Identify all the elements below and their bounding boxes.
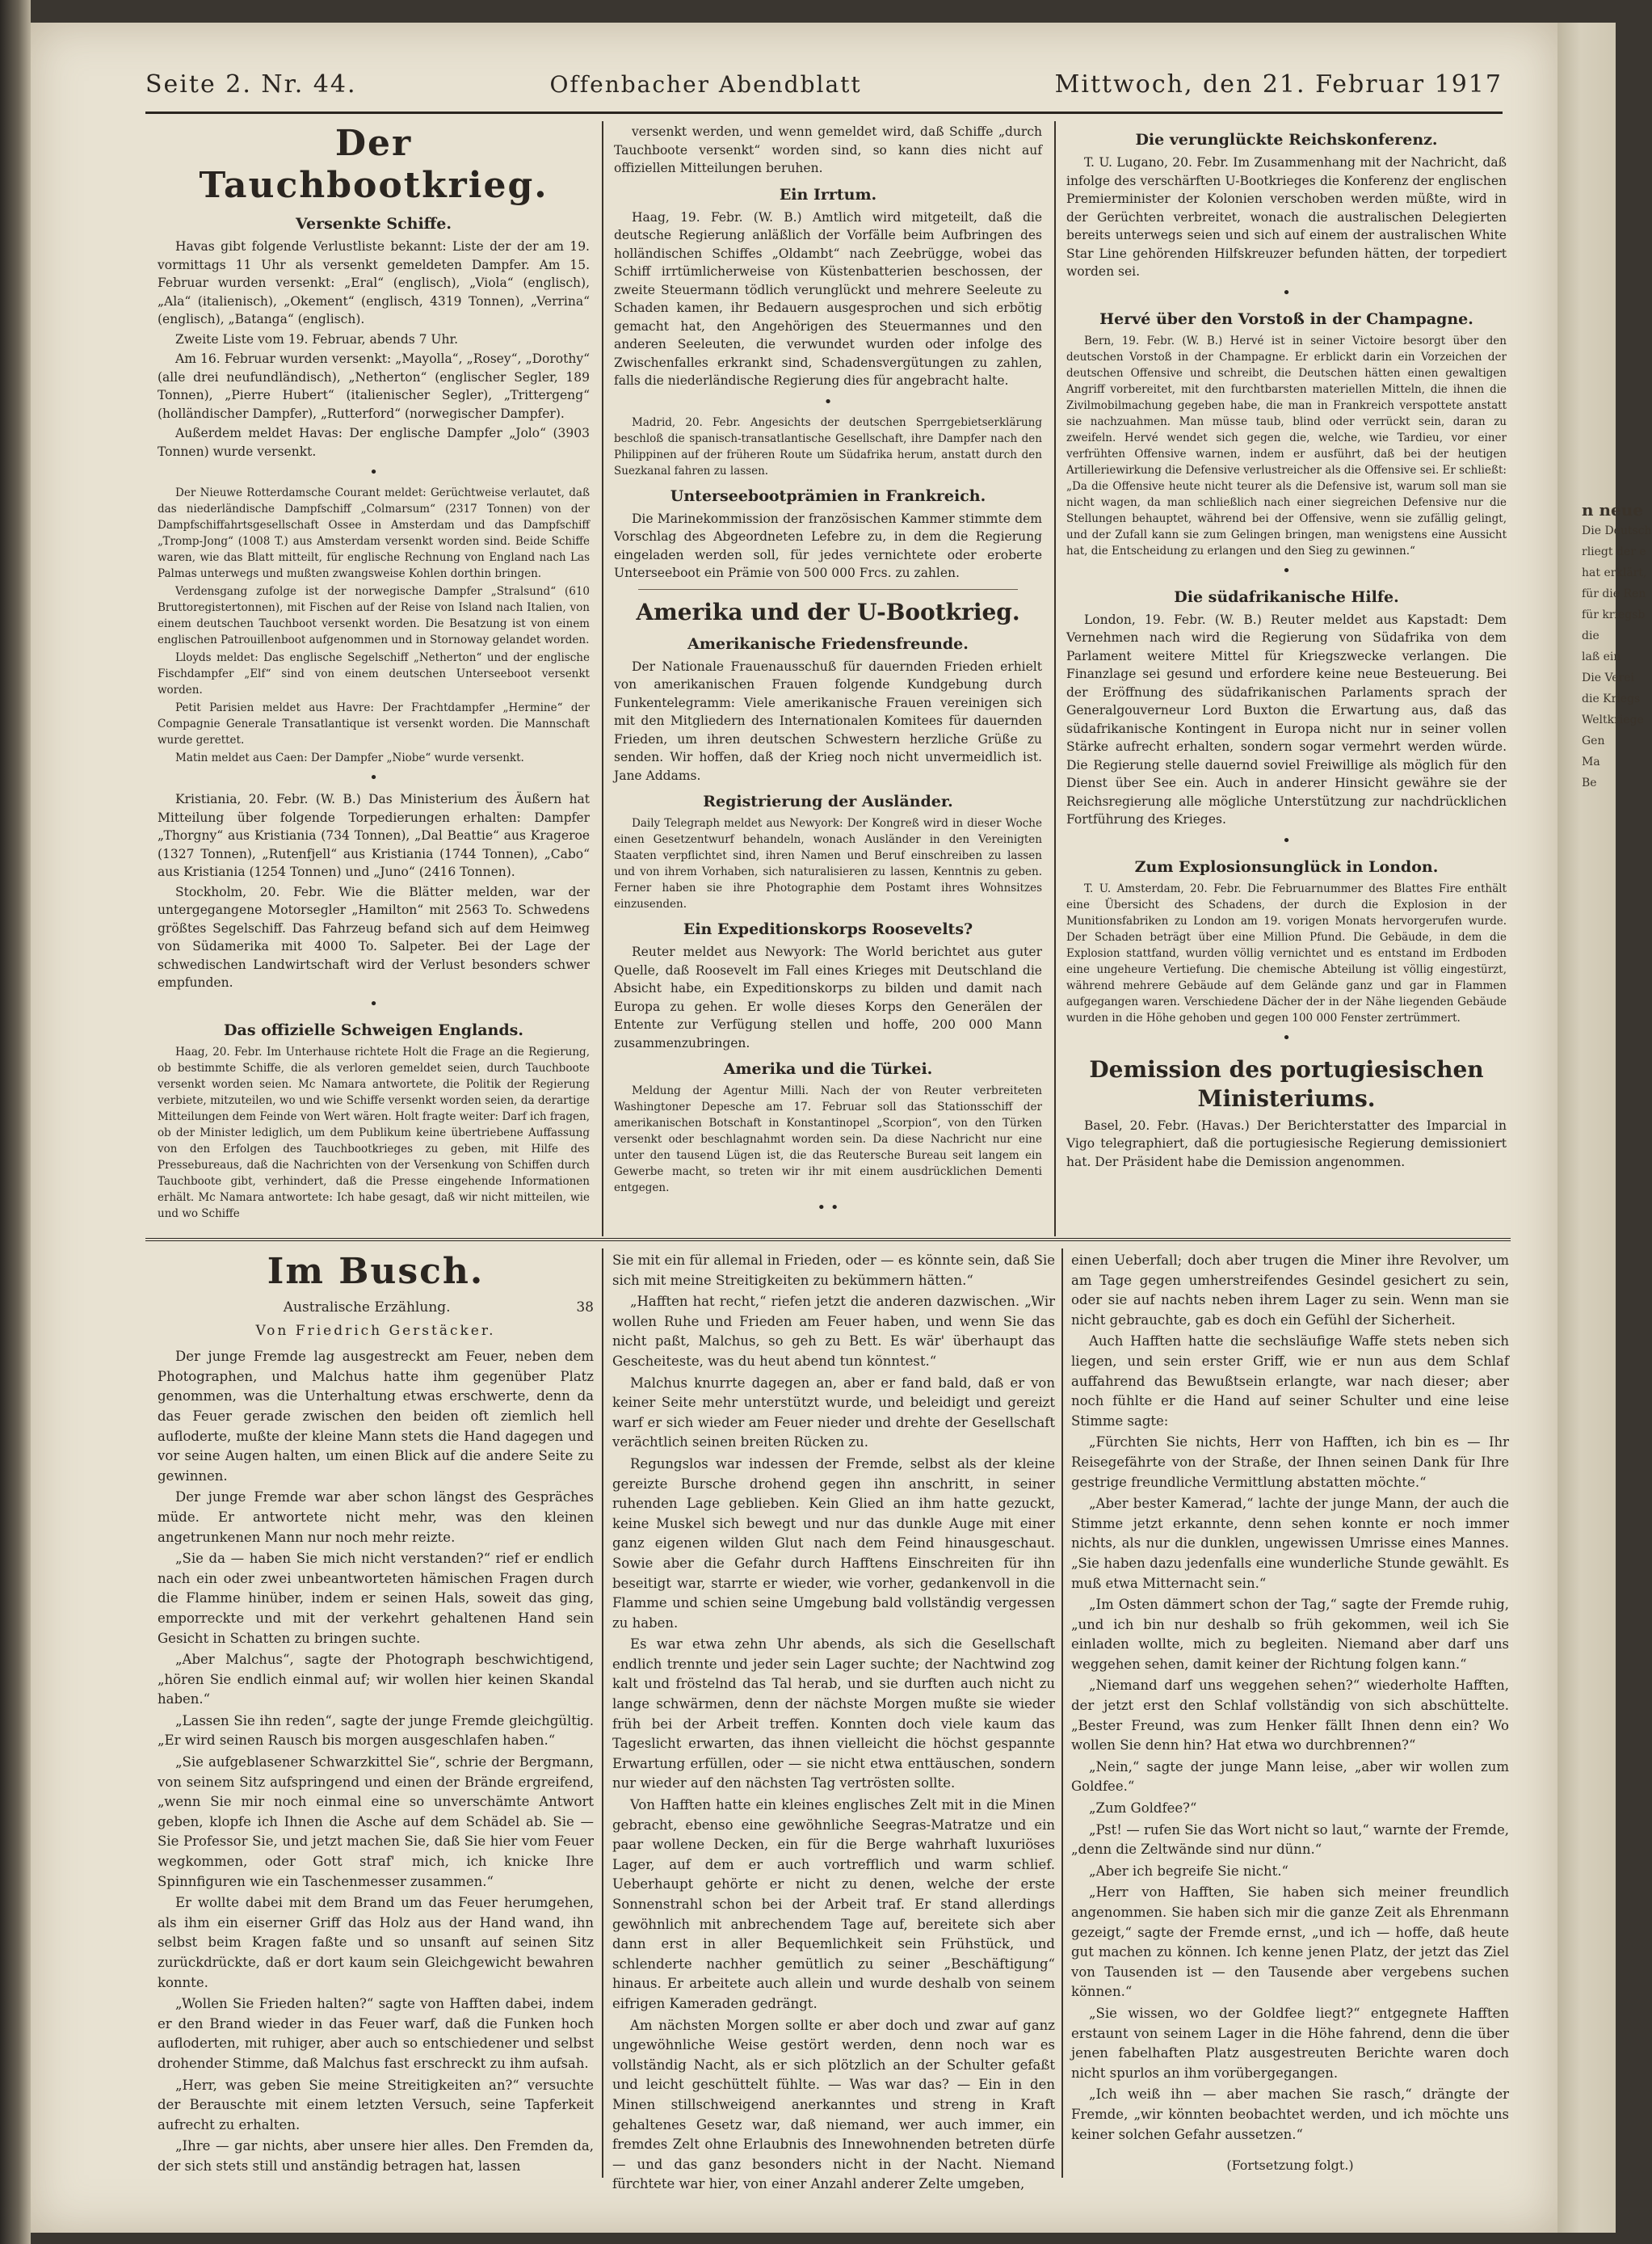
section-rule [145,1238,1511,1241]
edge-text: Weltkriege [1582,714,1644,726]
separator-dot: • [1282,1029,1291,1046]
subheading: Amerikanische Friedensfreunde. [687,634,969,653]
separator-dot: • [1282,832,1291,849]
story-column-1 [158,1251,594,2180]
paragraph: Verdensgang zufolge ist der norwegische Dampfer „Stralsund“ (610 Bruttoregistertonnen), mit Fischen auf der Reise von Island nach Italien, von einem deutschen Tauchboot versenkt worden. Die Besatzung ist von einem englischen Patrouillenboot aufgenommen und in Stornoway gelandet worden. [158,585,590,646]
paragraph: „Sie da — haben Sie mich nicht verstanden?“ rief er endlich nach ein oder zwei unbeantworteten hämischen Fragen durch die Flamme hinüber, indem er seinen Hals, soweit das ging, emporreckte und mit der verkehrt gehaltenen Hand sein Gesicht in Schatten zu bringen suchte. [158,1551,594,1646]
edge-text: hat erklärt, [1582,566,1647,579]
story-title: Im Busch. [267,1251,485,1292]
column-rule [1061,1248,1063,2178]
paragraph: Am nächsten Morgen sollte er aber doch und zwar auf ganz ungewöhnliche Weise gestört werden, denn noch war es vollständig Nacht, als er sich plötzlich an der Schulter gefaßt und leicht geschüttelt fühlte. — Was war das? — Ein in den Minen stillschweigend anerkanntes und streng in Kraft gehaltenes Gesetz war, daß niemand, wer auch immer, ein fremdes Zelt ohne Erlaubnis des Innewohnenden betreten dürfe — und das ganz besonders nicht in der Nacht. Niemand fürchtete war hier, von einer Anzahl anderer Zelte umgeben, [612,2017,1055,2192]
paragraph: Auch Hafften hatte die sechsläufige Waffe stets neben sich liegen, und sein erster Griff, wie er nun aus dem Schlaf auffahrend das Bewußtsein erlangte, war nach dieser; aber noch fühlte er die Hand auf seiner Schulter und eine leise Stimme sagte: [1071,1333,1509,1429]
paragraph: Sie mit ein für allemal in Frieden, oder — es könnte sein, daß Sie sich mit meine Streitigkeiten zu bekümmern hätten.“ [612,1253,1055,1288]
headline-tauchbootkrieg: Der Tauchbootkrieg. [199,123,549,206]
headline-amerika: Amerika und der U-Bootkrieg. [636,598,1020,625]
edge-text: die Kriegs [1582,693,1641,705]
column-rule [602,121,603,1236]
separator-dot: • [369,464,378,481]
subheading: Das offizielle Schweigen Englands. [224,1021,523,1039]
story-subtitle-row [158,1298,594,1318]
column-rule [1054,121,1056,1236]
paragraph: „Fürchten Sie nichts, Herr von Hafften, ich bin es — Ihr Reisegefährte von der Straße, der Ihnen seinen Dank für Ihre gestrige freundliche Vermittlung abstatten möchte.“ [1071,1434,1509,1490]
paragraph: Von Hafften hatte ein kleines englisches Zelt mit in die Minen gebracht, ebenso eine gewöhnliche Seegras-Matratze und ein paar wollene Decken, ein für die Berge wahrhaft luxuriöses Lager, auf dem er auch vortrefflich und warm schlief. Ueberhaupt gehörte er nicht zu denen, welche der erste Sonnenstrahl schon bei der Arbeit traf. Er stand allerdings gewöhnlich mit anbrechendem Tage auf, bereitete sich aber dann erst in aller Bequemlichkeit sein Frühstück, und schlenderte nachher gemütlich zu seiner „Beschäftigung“ hinaus. Er arbeitete auch allein und wurde deshalb von seinem eifrigen Kameraden gedrängt. [612,1797,1055,2011]
masthead: Offenbacher Abendblatt [549,70,862,98]
paragraph: „Ihre — gar nichts, aber unsere hier alles. Den Fremden da, der sich stets still und anständig betragen hat, lassen [158,2138,594,2174]
edge-text: die [1582,629,1599,642]
subheading: Amerika und die Türkei. [723,1060,933,1078]
subheading: Zum Explosionsunglück in London. [1134,857,1439,876]
paragraph: einen Ueberfall; doch aber trugen die Miner ihre Revolver, um am Tage gegen umherstreifendes Gesindel gesichert zu sein, oder sie auf nachts neben ihrem Lager zu sein. Wenn man sie nicht gebrauchte, gab es doch ein Gefühl der Sicherheit. [1071,1253,1509,1328]
paragraph: Havas gibt folgende Verlustliste bekannt: Liste der der am 19. vormittags 11 Uhr als versenkt gemeldeten Dampfer. Am 15. Februar wurden versenkt: „Eral“ (englisch), „Viola“ (englisch), „Ala“ (italienisch), „Okement“ (englisch, 4319 Tonnen), „Verrina“ (englisch), „Batanga“ (englisch). [158,239,590,326]
separator-dot: • [1282,284,1291,301]
edge-text: n neue [1582,500,1644,520]
adjacent-page-edge [1557,23,1652,2233]
edge-text: rliegt der e [1582,545,1646,558]
paragraph: versenkt werden, und wenn gemeldet wird, daß Schiffe „durch Tauchboote versenkt“ worden sind, so kann dies nicht auf offiziellen Mitteilungen beruhen. [614,124,1042,175]
column-2 [614,123,1042,1230]
paragraph: Petit Parisien meldet aus Havre: Der Frachtdampfer „Hermine“ der Compagnie Generale Transatlantique ist versenkt worden. Die Mannschaft wurde gerettet. [158,701,590,747]
paragraph: Regungslos war indessen der Fremde, selbst als der kleine gereizte Bursche drohend gegen ihn anschritt, in seiner ruhenden Lage geblieben. Kein Glied an ihm hatte gezuckt, keine Muskel sich bewegt und nur das dunkle Auge mit einer ganz eigenen wilden Glut nach dem Feind hinausgeschaut. Sowie aber die Gefahr durch Hafftens Einschreiten für ihn beseitigt war, starrte er wieder, wie vorher, gedankenvoll in die Flamme und schien seine Umgebung bald vollständig vergessen zu haben. [612,1455,1055,1631]
subheading: Ein Irrtum. [779,185,877,204]
paragraph: Es war etwa zehn Uhr abends, als sich die Gesellschaft endlich trennte und jeder sein Lager suchte; der Nachtwind zog kalt und fröstelnd das Tal herab, und sie durften auch nicht zu lange schwärmen, denn der nächste Morgen mußte sie wieder früh bei der Arbeit treffen. Konnten doch viele kaum das Tageslicht erwarten, das ihnen vielleicht die höchst gespannte Erwartung erfüllen, oder — sie nicht etwa enttäuschen, sondern nur wieder auf den nächsten Tag vertrösten sollte. [612,1636,1055,1791]
paragraph: Basel, 20. Febr. (Havas.) Der Berichterstatter des Imparcial in Vigo telegraphiert, daß die portugiesische Regierung demissioniert hat. Der Präsident habe die Demission angenommen. [1066,1118,1507,1169]
paragraph: Der junge Fremde war aber schon längst des Gespräches müde. Er antwortete nicht mehr, was den kleinen angetrunkenen Mann nur noch mehr reizte. [158,1489,594,1545]
issue-date: Mittwoch, den 21. Februar 1917 [1054,69,1503,99]
edge-text: Die Verei [1582,672,1635,684]
paragraph: Malchus knurrte dagegen an, aber er fand bald, daß er von keiner Seite mehr unterstützt wurde, und beleidigt und gereizt warf er sich wieder am Feuer nieder und drehte der Gesellschaft verächtlich seinen breiten Rücken zu. [612,1375,1055,1450]
paragraph: „Hafften hat recht,“ riefen jetzt die anderen dazwischen. „Wir wollen Ruhe und Frieden am Feuer haben, und wenn Sie das nicht paßt, Malchus, so geh zu Bett. Es wär' überhaupt das Gescheiteste, was du heut abend tun könntest.“ [612,1294,1055,1369]
paragraph: Haag, 19. Febr. (W. B.) Amtlich wird mitgeteilt, daß die deutsche Regierung anläßlich der Vorfälle beim Aufbringen des holländischen Schiffes „Oldambt“ nach Zeebrügge, wobei das Schiff irrtümlicherweise von Küstenbatterien beschossen, der zweite Steuermann tödlich verunglückt und mehrere Seeleute zu Schaden kamen, ihr Bedauern ausgesprochen und sich erbötig gemacht hat, den Angehörigen des Steuermannes und den anderen Seeleuten, die verwundet wurden oder infolge des Zwischenfalles erkrankt sind, Schadensvergütungen zu zahlen, falls die niederländische Regierung dies für angebracht halte. [614,209,1042,388]
paragraph: „Niemand darf uns weggehen sehen?“ wiederholte Hafften, der jetzt erst den Schlaf vollständig von sich abschüttelte. „Bester Freund, was zum Henker fällt Ihnen denn ein? Wo wollen Sie denn hin? Hat etwa wo durchbrennen?“ [1071,1678,1509,1754]
paragraph: Haag, 20. Febr. Im Unterhause richtete Holt die Frage an die Regierung, ob bestimmte Schiffe, die als verloren gemeldet seien, durch Tauchboote versenkt worden seien. Mc Namara antwortete, die Politik der Regierung verbiete, mitzuteilen, wo und wie Schiffe versenkt worden seien, da derartige Mitteilungen dem Feinde von Wert wären. Holt fragte weiter: Darf ich fragen, ob der Minister lediglich, um dem Publikum keine übertriebene Auffassung von den Erfolgen des Tauchbootkrieges zu geben, mit Hilfe des Pressebureaus, daß die Nachrichten von der Versenkung von Schiffen durch Tauchboote gibt, verhindert, daß die Presse eingehende Informationen erhält. Mc Namara antwortete: Ich habe gesagt, daß wir nicht mitteilen, wie und wo Schiffe [158,1045,590,1220]
subheading: Ein Expeditionskorps Roosevelts? [683,920,973,938]
paragraph: London, 19. Febr. (W. B.) Reuter meldet aus Kapstadt: Dem Vernehmen nach wird die Regierung von Südafrika von dem Parlament weitere Mittel für Kriegszwecke verlangen. Die Finanzlage sei gesund und erfordere keine neue Besteuerung. Bei der Eröffnung des südafrikanischen Parlaments sprach der Generalgouverneur Lord Buxton die Erwartung aus, daß das südafrikanische Kontingent in Europa nicht nur in seiner vollen Stärke aufrecht erhalten, sondern sogar vermehrt werden würde. Die Regierung stelle dauernd soviel Freiwillige als möglich für den Dienst über See ein. Auch in anderer Hinsicht gewähre sie der Reichsregierung alle mögliche Unterstützung zur nachdrücklichen Fortführung des Krieges. [1066,612,1507,827]
paragraph: Reuter meldet aus Newyork: The World berichtet aus guter Quelle, daß Roosevelt im Fall eines Krieges mit Deutschland die Absicht habe, ein Expeditionskorps zu bilden und damit nach Europa zu gehen. Er wolle dieses Korps den Generälen der Entente zur Verfügung stellen und hoffe, 200 000 Mann zusammenzubringen. [614,945,1042,1050]
continuation-note: (Fortsetzung folgt.) [1226,2158,1354,2174]
story-column-2 [612,1251,1055,2192]
paragraph: Die Marinekommission der französischen Kammer stimmte dem Vorschlag des Abgeordneten Lefebre zu, in dem die Regierung eingeladen werden soll, für jedes vernichtete oder eroberte Unterseeboot ein Prämie von 500 000 Frcs. zu zahlen. [614,511,1042,580]
separator-dot: • • [817,1199,839,1216]
subheading: Unterseebootprämien in Frankreich. [670,486,986,505]
story-subtitle: Australische Erzählung. [283,1299,451,1316]
paragraph: „Nein,“ sagte der junge Mann leise, „aber wir wollen zum Goldfee.“ [1071,1758,1509,1795]
divider [638,589,1018,590]
paragraph: „Herr, was geben Sie meine Streitigkeiten an?“ versuchte der Berauschte mit einem letzten Versuch, seine Tapferkeit aufrecht zu erhalten. [158,2077,594,2132]
paragraph: Außerdem meldet Havas: Der englische Dampfer „Jolo“ (3903 Tonnen) wurde versenkt. [158,426,590,459]
paragraph: „Pst! — rufen Sie das Wort nicht so laut,“ warnte der Fremde, „denn die Zeltwände sind nur dünn.“ [1071,1821,1509,1858]
paragraph: Matin meldet aus Caen: Der Dampfer „Niobe“ wurde versenkt. [175,752,524,764]
paragraph: Lloyds meldet: Das englische Segelschiff „Netherton“ und der englische Fischdampfer „Elf“ sind von einem deutschen Unterseeboot versenkt worden. [158,651,590,697]
paragraph: Am 16. Februar wurden versenkt: „Mayolla“, „Rosey“, „Dorothy“ (alle drei neufundländisch), „Netherton“ (englischer Segler, 189 Tonnen), „Pierre Hubert“ (italienischer Segler), „Trittergeng“ (holländischer Dampfer), „Rutterford“ (norwegischer Dampfer). [158,352,590,421]
headline-demission: Demission des portugiesischen Ministeriums. [1089,1055,1484,1112]
paragraph: „Sie aufgeblasener Schwarzkittel Sie“, schrie der Bergmann, von seinem Sitz aufspringend und einen der Brände ergreifend, „wenn Sie mir noch einmal eine so unverschämte Antwort geben, klopfe ich Ihnen die Asche auf dem Schädel ab. Sie — Sie Professor Sie, und jetzt machen Sie, daß Sie hier vom Feuer wegkommen, oder Gott straf' mich, ich knicke Ihre Spinnfiguren wie ein Taschenmesser zusammen.“ [158,1754,594,1889]
page-number: Seite 2. Nr. 44. [145,69,357,99]
edge-text: Be [1582,777,1597,789]
edge-text: Ma [1582,756,1600,768]
separator-dot: • [369,995,378,1013]
paragraph: Daily Telegraph meldet aus Newyork: Der Kongreß wird in dieser Woche einen Gesetzentwurf behandeln, wonach Ausländer in den Vereinigten Staaten verpflichtet sind, ihren Namen und Beruf einschreiben zu lassen und von ihrem Vorhaben, sich naturalisieren zu lassen, Kenntnis zu geben. Ferner haben sie ihre Photographie dem Postamt ihres Wohnsitzes einzusenden. [614,817,1042,911]
subheading: Die verunglückte Reichskonferenz. [1135,131,1438,149]
edge-text: für die Ren [1582,587,1646,600]
column-3 [1066,123,1507,1230]
page-header [145,61,1503,107]
column-1 [158,123,590,1230]
paragraph: „Lassen Sie ihn reden“, sagte der junge Fremde gleichgültig. „Er wird seinen Rausch bis morgen ausgeschlafen haben.“ [158,1712,594,1749]
paragraph: Meldung der Agentur Milli. Nach der von Reuter verbreiteten Washingtoner Depesche am 17. Februar soll das Stationsschiff der amerikanischen Botschaft in Konstantinopel „Scorpion“, von den Türken versenkt oder beschlagnahmt worden sein. Da diese Nachricht nur eine unter den tausend Lügen ist, die das Reutersche Bureau seit langem ein Gewerbe macht, so treten wir ihr mit einem ausdrücklichen Dementi entgegen. [614,1084,1042,1194]
paragraph: Er wollte dabei mit dem Brand um das Feuer herumgehen, als ihm ein eiserner Griff das Holz aus der Hand wand, ihn selbst beim Kragen faßte und so unsanft auf seinen Sitz zurückdrückte, daß er dort kaum sein Gleichgewicht bewahren konnte. [158,1895,594,1990]
edge-text: Gen [1582,735,1605,747]
paragraph: T. U. Amsterdam, 20. Febr. Die Februarnummer des Blattes Fire enthält eine Übersicht des Schadens, der durch die Explosion in der Munitionsfabriken zu London am 19. vorigen Monats hervorgerufen wurde. Der Schaden beträgt über eine Million Pfund. Die Gebäude, in dem die Explosion stattfand, wurden völlig vernichtet und es entstand im Erdboden eine ungeheure Vertiefung. Die chemische Abteilung ist völlig eingestürzt, während mehrere Gebäude auf dem Gelände ganz und gar in Flammen aufgegangen waren. Verschiedene Dächer der in der Nähe liegenden Gebäude wurden in die Höhe gehoben und gegen 100 000 Fenster zertrümmert. [1066,882,1507,1025]
paragraph: Der Nieuwe Rotterdamsche Courant meldet: Gerüchtweise verlautet, daß das niederländische Dampfschiff „Colmarsum“ (2317 Tonnen) von der Dampfschiffahrtsgesellschaft Ossee in Amsterdam und das Dampfschiff „Tromp-Jong“ (1008 T.) aus Amsterdam versenkt worden sind. Beide Schiffe waren, wie das Blatt mitteilt, für englische Rechnung von England nach Las Palmas unterwegs und mußten zwangsweise Kohlen dorthin bringen. [158,486,590,580]
paragraph: „Zum Goldfee?“ [1089,1800,1197,1817]
paragraph: T. U. Lugano, 20. Febr. Im Zusammenhang mit der Nachricht, daß infolge des verschärften U-Bootkrieges die Konferenz der englischen Premierminister der Kolonien verschoben werden müßte, wird in der Gerüchten verbreitet, wonach die australischen Delegierten bereits unterwegs seien und sich auf einem der australischen White Star Line gehörenden Hilfskreuzer befunden hätten, der torpediert worden sei. [1066,155,1507,279]
edge-text: laß ein [1582,650,1621,663]
paragraph: „Ich weiß ihn — aber machen Sie rasch,“ drängte der Fremde, „wir könnten beobachtet werden, und ich möchte uns keiner solchen Gefahr aussetzen.“ [1071,2086,1509,2142]
paragraph: Kristiania, 20. Febr. (W. B.) Das Ministerium des Äußern hat Mitteilung über folgende Torpedierungen erhalten: Dampfer „Thorgny“ aus Kristiania (734 Tonnen), „Dal Beattie“ aus Krageroe (1327 Tonnen), „Rutenfjell“ aus Kristiania (1744 Tonnen), „Cabo“ aus Kristiania (1254 Tonnen) und „Juno“ (2416 Tonnen). [158,792,590,879]
subheading: Registrierung der Ausländer. [703,793,953,810]
paragraph: Bern, 19. Febr. (W. B.) Hervé ist in seiner Victoire besorgt über den deutschen Vorstoß in der Champagne. Er erblickt darin ein Vorzeichen der deutschen Offensive und schreibt, die Deutschen hätten einen gewaltigen Angriff vorbereitet, mit den furchtbarsten materiellen Mitteln, die ihnen die Zivilmobilmachung gegeben habe, die man in Frankreich verspottete anstatt sie nachzuahmen. Man müsse taub, blind oder verrückt sein, daran zu zweifeln. Hervé wendet sich gegen die, welche, wie Tardieu, vor einer verfrühten Offensive warnen, indem er ausführt, daß bei der heutigen Artilleriewirkung die Defensive verlustreicher als die Offensive sei. Er schließt: „Da die Offensive heute nicht teurer als die Defensive ist, warum soll man sie nicht wagen, da man schließlich nach einer siegreichen Defensive nur die Stellungen behauptet, während bei der Offensive, wenn sie zufällig gelingt, und der Zufall kann sie zum Gelingen bringen, man wenigstens eine Aussicht hat, die Entscheidung zu erlangen und den Sieg zu gewinnen.“ [1066,334,1507,558]
header-rule [145,112,1503,114]
column-rule [602,1248,603,2178]
subheading: Versenkte Schiffe. [296,215,452,233]
paragraph: „Aber ich begreife Sie nicht.“ [1089,1863,1288,1879]
paragraph: „Im Osten dämmert schon der Tag,“ sagte der Fremde ruhig, „und ich bin nur deshalb so früh gekommen, weil ich Sie einladen wollte, mich zu begleiten. Niemand aber darf uns weggehen sehen, damit keiner der Richtung folgen kann.“ [1071,1597,1509,1672]
book-binding [0,0,31,2244]
separator-dot: • [1282,562,1291,579]
paragraph: Der junge Fremde lag ausgestreckt am Feuer, neben dem Photographen, und Malchus hatte ihm gegenüber Platz genommen, was die Unterhaltung etwas erschwerte, denn da das Feuer gerade zwischen den beiden oft ziemlich hell aufloderte, mußte der kleine Mann stets die Hand dagegen und vor seine Augen halten, um einen Blick auf die andere Seite zu gewinnen. [158,1349,594,1484]
story-column-3 [1071,1251,1509,2180]
paragraph: Madrid, 20. Febr. Angesichts der deutschen Sperrgebietserklärung beschloß die spanisch-transatlantische Gesellschaft, ihre Dampfer nach den Philippinen auf der früheren Route um Südafrika herum, anstatt durch den Suezkanal fahren zu lassen. [614,415,1042,478]
edge-text: für kriegsb [1582,608,1646,621]
paragraph: „Herr von Hafften, Sie haben sich meiner freundlich angenommen. Sie haben sich mir die ganze Zeit als Ehrenmann gezeigt,“ sagte der Fremde ernst, „und ich — hoffe, daß heute gut machen zu können. Ich kenne jenen Platz, der jetzt das Ziel von Tausenden ist — den Tausende aber vergebens suchen können.“ [1071,1884,1509,2000]
separator-dot: • [823,393,833,410]
subheading: Die südafrikanische Hilfe. [1174,587,1399,606]
paragraph: „Sie wissen, wo der Goldfee liegt?“ entgegnete Hafften erstaunt von seinem Lager in die Höhe fahrend, denn die über jenen fabelhaften Platz ausgestreuten Berichte waren doch nicht spurlos an ihm vorübergegangen. [1071,2005,1509,2081]
paragraph: „Aber bester Kamerad,“ lachte der junge Mann, der auch die Stimme jetzt erkannte, denn sehen konnte er noch immer nichts, als nur die dunklen, ungewissen Umrisse eines Mannes. „Sie haben dazu jedenfalls eine wunderliche Stunde gewählt. Es muß etwa Mitternacht sein.“ [1071,1496,1509,1591]
paragraph: „Aber Malchus“, sagte der Photograph beschwichtigend, „hören Sie endlich einmal auf; wir wollen hier keinen Skandal haben.“ [158,1652,594,1707]
edge-text: Die Deutsch [1582,524,1652,537]
paragraph: „Wollen Sie Frieden halten?“ sagte von Hafften dabei, indem er den Brand wieder in das Feuer warf, daß die Funken hoch aufloderten, mit ruhiger, aber auch so entschiedener und selbst drohender Stimme, daß Malchus fast erschreckt zu ihm aufsah. [158,1996,594,2071]
installment-number: 38 [576,1299,594,1316]
paragraph: Zweite Liste vom 19. Februar, abends 7 Uhr. [175,331,459,347]
story-author: Von Friedrich Gerstäcker. [255,1322,496,1339]
subheading: Hervé über den Vorstoß in der Champagne. [1099,309,1473,328]
paragraph: Der Nationale Frauenausschuß für dauernden Frieden erhielt von amerikanischen Frauen folgende Kundgebung durch Funkentelegramm: Viele amerikanische Frauen vereinigen sich mit den Mitgliedern des Internationalen Komitees für dauernden Frieden, um ihren deutschen Schwestern herzliche Grüße zu senden. Wir hoffen, daß der Krieg noch nicht unvermeidlich ist. Jane Addams. [614,659,1042,783]
separator-dot: • [369,769,378,786]
paragraph: Stockholm, 20. Febr. Wie die Blätter melden, war der untergegangene Motorsegler „Hamilton“ mit 2563 To. Schwedens größtes Segelschiff. Das Fahrzeug befand sich auf dem Heimweg von Südamerika mit 4000 To. Salpeter. Bei der Lage der schwedischen Landwirtschaft wird der Verlust besonders schwer empfunden. [158,884,590,990]
